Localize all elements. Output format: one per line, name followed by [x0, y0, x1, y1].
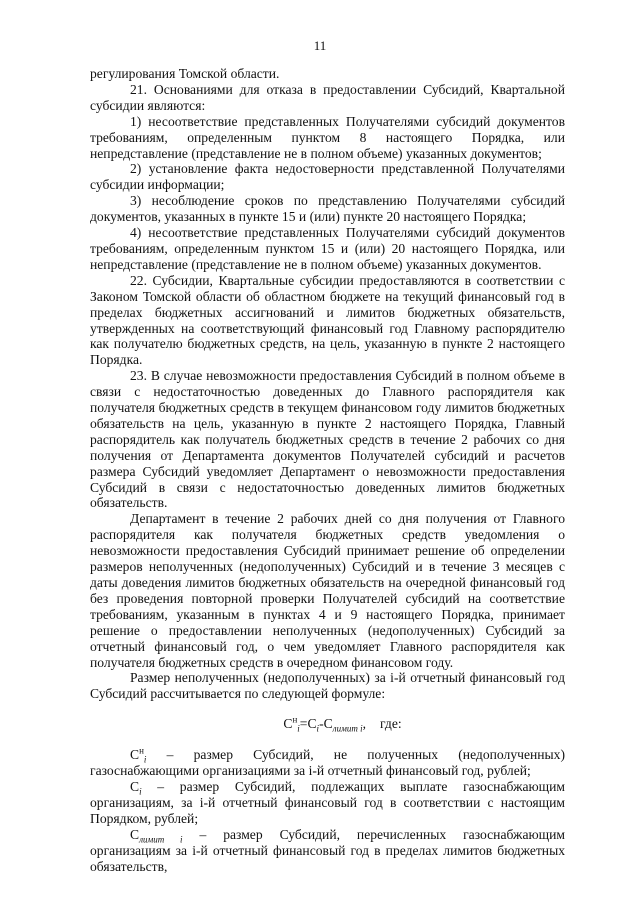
formula: $C^н_i=C_i-C_{лимит i}$, где: [283, 714, 402, 734]
formula-term-limit: $C_{лимит i}$ [323, 716, 363, 734]
formula-where: где: [380, 716, 402, 732]
definition-c-n: $C^н_i$ – размер Субсидий, не полученных (недополученных) газоснабжающими организациями за i-й отчетный финансовый год, рублей; [90, 745, 565, 779]
list-item-4: 4) несоответствие представленных Получателями субсидий документов требованиям, определенным пунктом 15 и (или) 20 настоящего Порядка, или непредставление (представление не в полном объеме) указанных документов. [90, 225, 565, 272]
paragraph-department: Департамент в течение 2 рабочих дней со дня получения от Главного распорядителя как получателя бюджетных средств уведомления о невозможности предоставления Субсидий принимает решение об определении размеров неполученных (недополученных) Субсидий и в течение 3 месяцев с даты доведения лимитов бюджетных обязательств на очередной финансовый год без проведения повторной проверки Получателей субсидий на соответствие требованиям, указанным в пунктах 4 и 9 настоящего Порядка, принимает решение о предоставлении неполученных (недополученных) Субсидий за отчетный финансовый год, о чем уведомляет Главного распорядителя как получателя бюджетных средств в очередном финансовом году. [90, 511, 565, 670]
paragraph-23: 23. В случае невозможности предоставления Субсидий в полном объеме в связи с недостаточностью доведенных до Главного распорядителя как получателя бюджетных средств в текущем финансовом году лимитов бюджетных обязательств на цель, указанную в пункте 2 настоящего Порядка, Главный распорядитель как получатель бюджетных средств в течение 2 рабочих со дня получения от Департамента документов Получателей субсидий и расчетов размера Субсидий уведомляет Департамент о невозможности предоставления Субсидий в связи с недостаточностью доведенных лимитов бюджетных обязательств. [90, 368, 565, 511]
page-number: 11 [313, 38, 327, 53]
document-body [90, 66, 565, 874]
list-item-1: 1) несоответствие представленных Получателями субсидий документов требованиям, определенным пунктом 8 настоящего Порядка, или непредставление (представление не в полном объеме) указанных документов; [90, 113, 565, 161]
paragraph-continuation: регулирования Томской области. [90, 66, 280, 81]
list-item-2: 2) установление факта недостоверности представленной Получателями субсидии информации; [90, 161, 565, 193]
formula-lhs: $C^н_i$ [283, 714, 300, 734]
paragraph-formula-intro: Размер неполученных (недополученных) за i-й отчетный финансовый год Субсидий рассчитывается по следующей формуле: [90, 670, 565, 702]
paragraph-22: 22. Субсидии, Квартальные субсидии предоставляются в соответствии с Законом Томской области об областном бюджете на текущий финансовый год в пределах бюджетных ассигнований и лимитов бюджетных обязательств, утвержденных на соответствующий финансовый год Главному распорядителю как получателю бюджетных средств, на цель, указанную в пункте 2 настоящего Порядка. [90, 272, 565, 368]
definition-c-limit: $C_{лимит i}$ – размер Субсидий, перечисленных газоснабжающим организациям за i-й отчетный финансовый год в пределах лимитов бюджетных обязательств, [90, 826, 565, 874]
list-item-3: 3) несоблюдение сроков по представлению Получателями субсидий документов, указанных в пункте 15 и (или) пункте 20 настоящего Порядка; [90, 193, 565, 225]
formula-term-c: $C_i$ [307, 716, 320, 734]
paragraph-21: 21. Основаниями для отказа в предоставлении Субсидий, Квартальной субсидии являются: [90, 81, 565, 113]
definition-c-i: $C_i$ – размер Субсидий, подлежащих выплате газоснабжающим организациям, за i-й отчетный финансовый год в соответствии с настоящим Порядком, рублей; [90, 778, 565, 826]
